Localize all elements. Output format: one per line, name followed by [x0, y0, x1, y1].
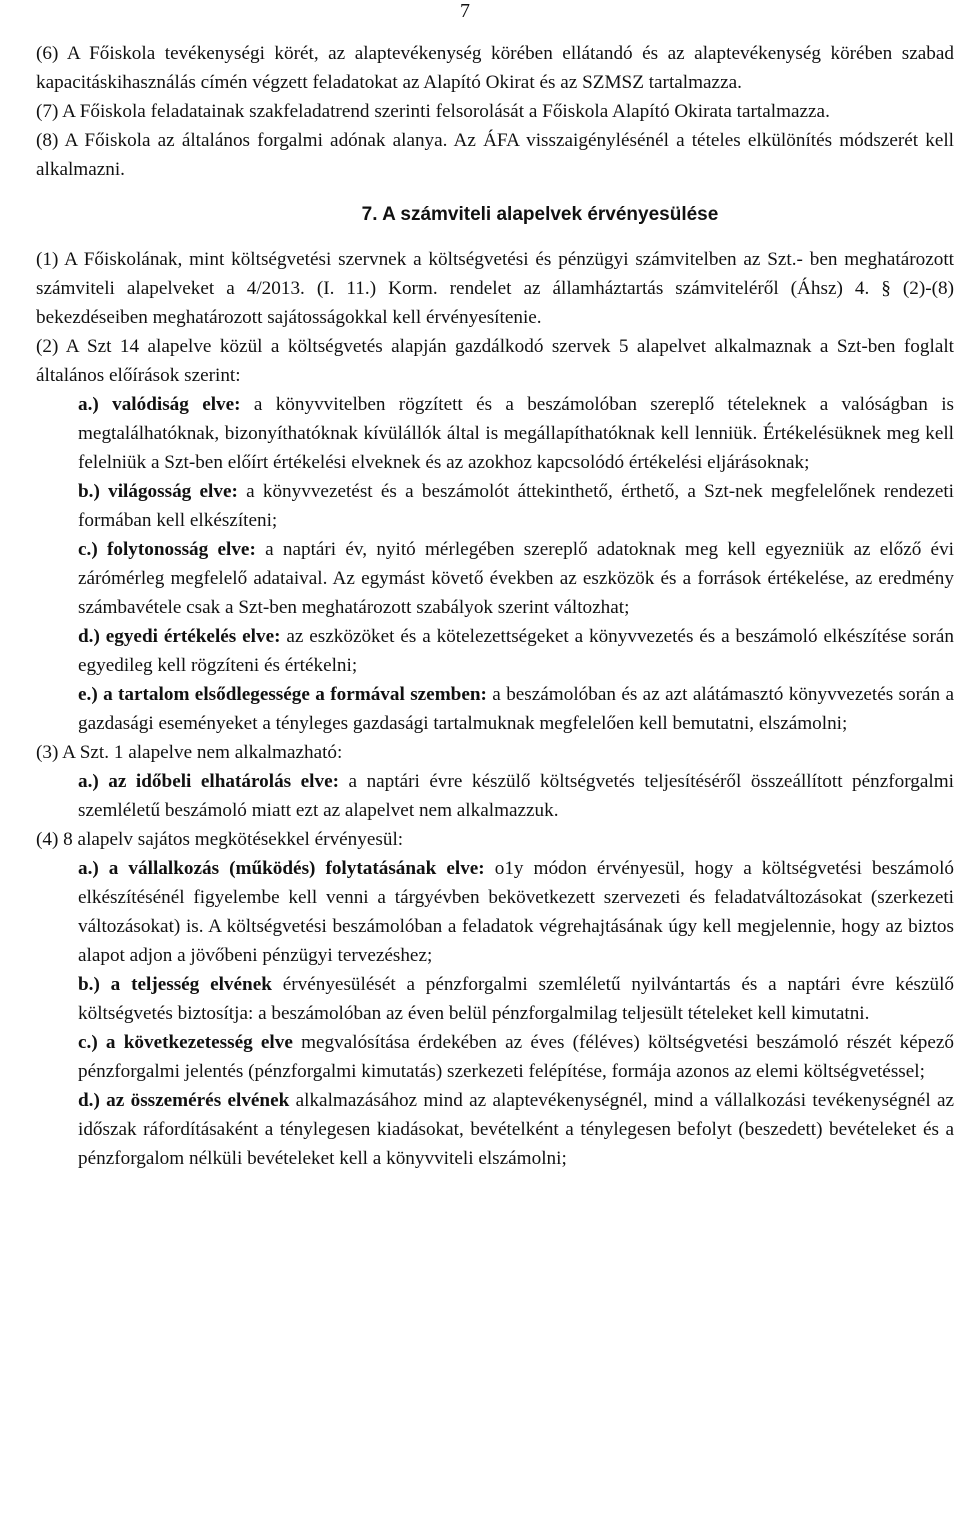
- paragraph-2: (2) A Szt 14 alapelve közül a költségvetés alapján gazdálkodó szervek 5 alapelvet alkalmaznak a Szt-ben foglalt általános előírások szerint:: [36, 336, 954, 386]
- principle-a-idobeli-elhatarolas: [36, 767, 954, 825]
- principle-label: c.) a következetesség elve: [78, 1032, 293, 1053]
- principle-label: a.) valódiság elve:: [78, 394, 241, 415]
- principle-text: a könyvvezetést és a beszámolót áttekinthető, érthető, a Szt-nek megfelelőnek rendezeti formában kell elkészíteni;: [78, 481, 954, 531]
- page-number: 7: [460, 0, 470, 22]
- principle-text: a naptári év, nyitó mérlegében szereplő adatoknak meg kell egyezniük az előző évi zárómérleg megfelelő adataival. Az egymást követő években az eszközök és a források értékelése, az eredmény számbavétele csak a Szt-ben meghatározott szabályok szerint változhat;: [78, 539, 954, 618]
- principle-label: c.) folytonosság elve:: [78, 539, 256, 560]
- principle-d-egyedi-ertekeles: [36, 622, 954, 680]
- principle-text: a könyvvitelben rögzített és a beszámolóban szereplő tételeknek a valóságban is megtalálhatóknak, bizonyíthatóknak kívülállók által is megállapíthatóknak kell lenniük. Értékelésüknek meg kell felelniük a Szt-ben előírt értékelési elveknek és az azokhoz kapcsolódó értékelési eljárásoknak;: [78, 394, 954, 473]
- principle-text: megvalósítása érdekében az éves (féléves) költségvetési beszámoló részét képező pénzforgalmi jelentés (pénzforgalmi kimutatás) szerkezeti felépítése, formája azonos az elemi költségvetéssel;: [78, 1032, 954, 1082]
- principle-b-teljesseg: [36, 970, 954, 1028]
- principle-label: e.) a tartalom elsődlegessége a formával szemben:: [78, 684, 487, 705]
- paragraph-6: (6) A Főiskola tevékenységi körét, az alaptevékenység körében ellátandó és az alaptevékenység körében szabad kapacitáskihasználás címén végzett feladatokat az Alapító Okirat és az SZMSZ tartalmazza.: [36, 43, 954, 93]
- principle-label: a.) a vállalkozás (működés) folytatásának elve:: [78, 858, 485, 879]
- principle-text: a naptári évre készülő költségvetés teljesítéséről összeállított pénzforgalmi szemléletű beszámoló miatt ezt az alapelvet nem alkalmazzuk.: [78, 771, 954, 821]
- principle-text: érvényesülését a pénzforgalmi szemléletű nyilvántartás és a naptári évre készülő költségvetés biztosítja: a beszámolóban az éven belül pénzforgalmilag teljesült tételeket kell kimutatni.: [78, 974, 954, 1024]
- principle-c-kovetkezetesseg: [36, 1028, 954, 1086]
- paragraph-1: (1) A Főiskolának, mint költségvetési szervnek a költségvetési és pénzügyi számvitelben az Szt.- ben meghatározott számviteli alapelveket a 4/2013. (I. 11.) Korm. rendelet az államháztartás számviteléről (Áhsz) 4. § (2)-(8) bekezdéseiben meghatározott sajátosságokkal kell érvényesítenie.: [36, 249, 954, 328]
- principle-label: b.) a teljesség elvének: [78, 974, 272, 995]
- page-content: [36, 39, 954, 1173]
- paragraph-4: (4) 8 alapelv sajátos megkötésekkel érvényesül:: [36, 829, 404, 850]
- section-heading: 7. A számviteli alapelvek érvényesülése: [361, 204, 719, 225]
- principle-label: b.) világosság elve:: [78, 481, 238, 502]
- principle-e-tartalom-elsodlegessege: [36, 680, 954, 738]
- principle-a-valodisag: [36, 390, 954, 477]
- principle-text: alkalmazásához mind az alaptevékenységnél, mind a vállalkozási tevékenységnél az időszak ráfordításaként a ténylegesen kiadásokat, bevételként a ténylegesen befolyt (beszedett) bevételeket és a pénzforgalom nélküli bevételeket kell a könyvviteli elszámolni;: [78, 1090, 954, 1169]
- principle-text: a beszámolóban és az azt alátámasztó könyvvezetés során a gazdasági eseményeket a tényleges gazdasági tartalmuknak megfelelően kell bemutatni, elszámolni;: [78, 684, 954, 734]
- paragraph-3: (3) A Szt. 1 alapelve nem alkalmazható:: [36, 742, 343, 763]
- principle-c-folytonossag: [36, 535, 954, 622]
- principle-a-vallalkozas-folytatasa: [36, 854, 954, 970]
- principle-text: az eszközöket és a kötelezettségeket a könyvvezetés és a beszámoló elkészítése során egyedileg kell rögzíteni és értékelni;: [78, 626, 954, 676]
- principle-label: d.) egyedi értékelés elve:: [78, 626, 281, 647]
- paragraph-7: (7) A Főiskola feladatainak szakfeladatrend szerinti felsorolását a Főiskola Alapító Okirata tartalmazza.: [36, 101, 830, 122]
- principle-b-vilagossag: [36, 477, 954, 535]
- principle-label: a.) az időbeli elhatárolás elve:: [78, 771, 340, 792]
- principle-label: d.) az összemérés elvének: [78, 1090, 290, 1111]
- principle-d-osszemeres: [36, 1086, 954, 1173]
- principle-text: o1y módon érvényesül, hogy a költségvetési beszámoló elkészítésénél figyelembe kell venni a tárgyévben bekövetkezett szervezeti és feladatváltozásokat (szerkezeti változásokat) is. A költségvetési beszámolóban a feladatok végrehajtásának úgy kell megjelennie, hogy az biztos alapot adjon a jövőbeni pénzügyi tervezéshez;: [78, 858, 955, 966]
- paragraph-8: (8) A Főiskola az általános forgalmi adónak alanya. Az ÁFA visszaigénylésénél a tételes elkülönítés módszerét kell alkalmazni.: [36, 130, 954, 180]
